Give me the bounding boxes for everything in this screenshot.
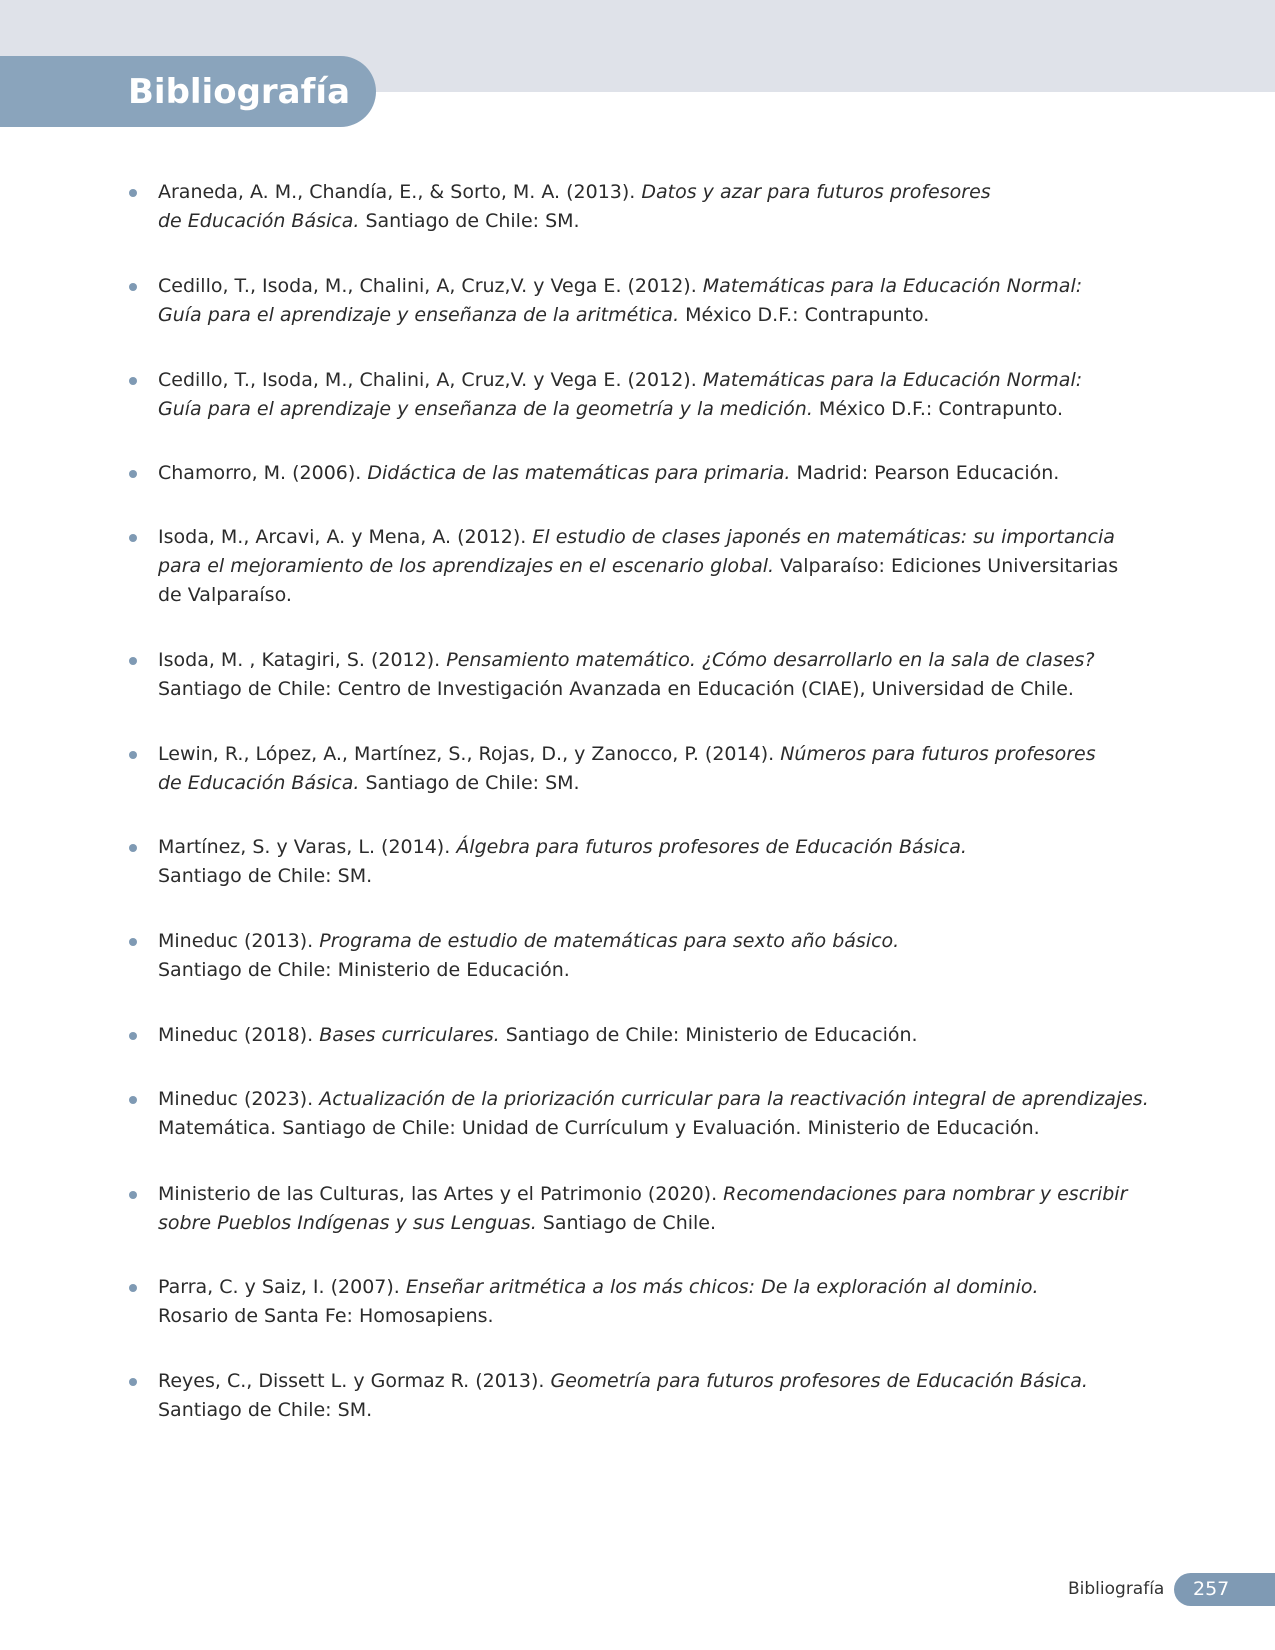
entry-publisher: México D.F.: Contrapunto. <box>812 398 1064 420</box>
page-number: 257 <box>1193 1578 1230 1600</box>
entry-authors: Parra, C. y Saiz, I. (2007). <box>158 1276 406 1298</box>
entry-publisher: Santiago de Chile: SM. <box>359 210 580 232</box>
bibliography-entry <box>158 927 1158 985</box>
entry-title: Geometría para futuros profesores de Educación Básica. <box>550 1370 1088 1392</box>
entry-authors: Isoda, M., Arcavi, A. y Mena, A. (2012). <box>158 526 533 548</box>
bullet-icon <box>129 189 137 197</box>
entry-title-cont: Guía para el aprendizaje y enseñanza de la aritmética. <box>158 304 680 326</box>
bibliography-entry <box>158 178 1158 236</box>
entry-publisher: México D.F.: Contrapunto. <box>679 304 930 326</box>
bibliography-entry <box>158 1021 1158 1050</box>
bibliography-entry <box>158 523 1158 610</box>
entry-title: Datos y azar para futuros profesores <box>641 181 991 203</box>
entry-publisher: Santiago de Chile: SM. <box>158 1399 373 1421</box>
entry-authors: Isoda, M. , Katagiri, S. (2012). <box>158 649 447 671</box>
entry-authors: Cedillo, T., Isoda, M., Chalini, A, Cruz,V. y Vega E. (2012). <box>158 369 703 391</box>
bullet-icon <box>129 1284 137 1292</box>
entry-title: Actualización de la priorización curricular para la reactivación integral de aprendizajes. <box>319 1088 1149 1110</box>
entry-title-cont: Guía para el aprendizaje y enseñanza de la geometría y la medición. <box>158 398 813 420</box>
page-title: Bibliografía <box>128 72 351 112</box>
entry-title: El estudio de clases japonés en matemáticas: su importancia <box>532 526 1115 548</box>
entry-authors: Mineduc (2023). <box>158 1088 320 1110</box>
entry-publisher: Santiago de Chile: Ministerio de Educación. <box>158 959 570 981</box>
bullet-icon <box>129 470 137 478</box>
entry-title: Matemáticas para la Educación Normal: <box>702 275 1083 297</box>
bibliography-entry <box>158 272 1158 330</box>
bibliography-entry <box>158 1085 1158 1143</box>
entry-publisher: Rosario de Santa Fe: Homosapiens. <box>158 1305 494 1327</box>
entry-authors: Ministerio de las Culturas, las Artes y el Patrimonio (2020). <box>158 1183 724 1205</box>
entry-publisher: Santiago de Chile: Centro de Investigación Avanzada en Educación (CIAE), Universidad de Chile. <box>158 678 1074 700</box>
entry-title: Pensamiento matemático. ¿Cómo desarrollarlo en la sala de clases? <box>446 649 1095 671</box>
bibliography-entry <box>158 646 1158 704</box>
entry-title: Números para futuros profesores <box>780 743 1096 765</box>
entry-publisher-cont: de Valparaíso. <box>158 584 292 606</box>
entry-publisher: Madrid: Pearson Educación. <box>790 462 1060 484</box>
entry-authors: Araneda, A. M., Chandía, E., & Sorto, M. A. (2013). <box>158 181 642 203</box>
bibliography-entry <box>158 366 1158 424</box>
entry-authors: Mineduc (2013). <box>158 930 320 952</box>
bibliography-entry <box>158 1367 1158 1425</box>
entry-authors: Reyes, C., Dissett L. y Gormaz R. (2013). <box>158 1370 551 1392</box>
bullet-icon <box>129 751 137 759</box>
bibliography-entry <box>158 833 1158 891</box>
entry-title: Bases curriculares. <box>319 1024 500 1046</box>
entry-publisher: Santiago de Chile: Ministerio de Educación. <box>499 1024 918 1046</box>
entry-title: Enseñar aritmética a los más chicos: De la exploración al dominio. <box>405 1276 1039 1298</box>
bibliography-entry <box>158 459 1158 488</box>
bullet-icon <box>129 534 137 542</box>
footer-section-label: Bibliografía <box>1068 1579 1165 1599</box>
bullet-icon <box>129 938 137 946</box>
bullet-icon <box>129 1378 137 1386</box>
entry-publisher: Santiago de Chile. <box>536 1212 717 1234</box>
bullet-icon <box>129 1032 137 1040</box>
entry-title: Matemáticas para la Educación Normal: <box>702 369 1083 391</box>
entry-authors: Cedillo, T., Isoda, M., Chalini, A, Cruz,V. y Vega E. (2012). <box>158 275 703 297</box>
entry-publisher: Matemática. Santiago de Chile: Unidad de Currículum y Evaluación. Ministerio de Educación. <box>158 1117 1040 1139</box>
entry-authors: Chamorro, M. (2006). <box>158 462 368 484</box>
entry-authors: Martínez, S. y Varas, L. (2014). <box>158 836 457 858</box>
entry-title-cont: de Educación Básica. <box>158 210 360 232</box>
entry-publisher: Valparaíso: Ediciones Universitarias <box>774 555 1119 577</box>
bullet-icon <box>129 844 137 852</box>
bibliography-entry <box>158 1180 1158 1238</box>
entry-title: Programa de estudio de matemáticas para sexto año básico. <box>319 930 900 952</box>
bibliography-entry <box>158 740 1158 798</box>
entry-publisher: Santiago de Chile: SM. <box>359 772 580 794</box>
entry-publisher: Santiago de Chile: SM. <box>158 865 373 887</box>
entry-authors: Lewin, R., López, A., Martínez, S., Rojas, D., y Zanocco, P. (2014). <box>158 743 781 765</box>
bullet-icon <box>129 377 137 385</box>
entry-title-cont: de Educación Básica. <box>158 772 360 794</box>
bullet-icon <box>129 657 137 665</box>
entry-title: Recomendaciones para nombrar y escribir <box>723 1183 1128 1205</box>
bullet-icon <box>129 1191 137 1199</box>
entry-authors: Mineduc (2018). <box>158 1024 320 1046</box>
bullet-icon <box>129 283 137 291</box>
entry-title-cont: para el mejoramiento de los aprendizajes en el escenario global. <box>158 555 775 577</box>
entry-title-cont: sobre Pueblos Indígenas y sus Lenguas. <box>158 1212 537 1234</box>
bibliography-entry <box>158 1273 1158 1331</box>
entry-title: Didáctica de las matemáticas para primaria. <box>367 462 791 484</box>
entry-title: Álgebra para futuros profesores de Educación Básica. <box>456 836 967 858</box>
bullet-icon <box>129 1096 137 1104</box>
